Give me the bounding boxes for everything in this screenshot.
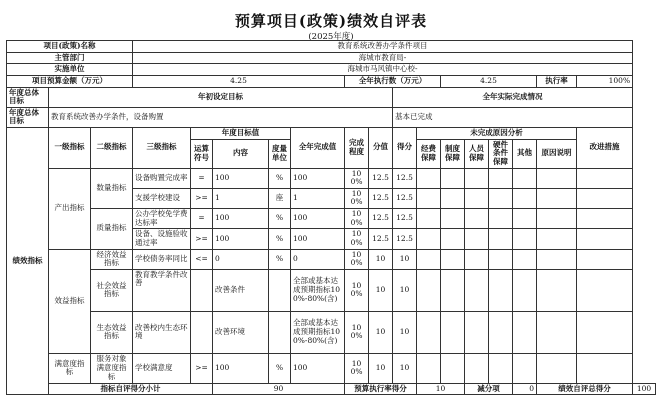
executed-label: 全年执行数（万元） (345, 75, 441, 87)
op-cell: <= (191, 249, 213, 269)
deduct-value: 0 (513, 383, 537, 395)
level3-cell: 学校满意度 (133, 353, 191, 383)
total-value: 100 (633, 383, 656, 395)
annual-cell: 全部或基本达成预期指标100%-80%(含) (291, 311, 345, 353)
footer-row (7, 383, 656, 395)
annual-cell: 1 (291, 188, 345, 208)
col-r6: 原因说明 (537, 139, 577, 168)
col-r4: 硬件条件保障 (489, 139, 513, 168)
level1-benefit: 效益指标 (49, 249, 91, 353)
content-cell: 1 (213, 188, 269, 208)
annual-cell: 100 (291, 168, 345, 188)
budget-value: 4.25 (133, 75, 345, 87)
actual-goal-label: 全年实际完成情况 (393, 87, 633, 107)
table-row (7, 353, 656, 383)
perf-indicator-label: 绩效指标 (7, 128, 49, 395)
degree-cell: 100% (345, 188, 369, 208)
annual-cell: 全部或基本达成预期指标100%-80%(含) (291, 269, 345, 311)
col-reasons: 未完成原因分析 (417, 128, 577, 140)
col-annual: 全年完成值 (291, 128, 345, 169)
evaluation-table (6, 40, 656, 395)
actual-goal-value: 基本已完成 (393, 107, 633, 127)
exec-score-value: 10 (417, 383, 465, 395)
annual-cell: 100 (291, 353, 345, 383)
page-subtitle: (2025年度) (308, 32, 354, 42)
degree-cell: 100% (345, 311, 369, 353)
unit-label: 实施单位 (7, 64, 133, 76)
level1-output: 产出指标 (49, 168, 91, 249)
degree-cell: 100% (345, 229, 369, 249)
col-level3: 三级指标 (133, 128, 191, 169)
col-level2: 二级指标 (91, 128, 133, 169)
goals-content-row (7, 107, 656, 127)
score-cell: 10 (369, 311, 393, 353)
table-row (7, 168, 656, 188)
unit-cell (269, 311, 291, 353)
level3-cell: 改善校内生态环境 (133, 311, 191, 353)
unit-cell: % (269, 353, 291, 383)
level3-cell: 学校债务率同比 (133, 249, 191, 269)
subtotal-value: 90 (213, 383, 345, 395)
col-r1: 经费保障 (417, 139, 441, 168)
level2-eco: 生态效益指标 (91, 311, 133, 353)
col-r5: 其他 (513, 139, 537, 168)
degree-cell: 100% (345, 249, 369, 269)
col-op: 运算符号 (191, 139, 213, 168)
degree-cell: 100% (345, 353, 369, 383)
overall-goal-label-2: 年度总体目标 (7, 107, 49, 127)
op-cell: >= (191, 229, 213, 249)
executed-value: 4.25 (441, 75, 537, 87)
content-cell: 100 (213, 229, 269, 249)
level2-quality: 质量指标 (91, 209, 133, 250)
level2-social: 社会效益指标 (91, 269, 133, 311)
rate-value: 100% (577, 75, 633, 87)
unit-value: 海城市马风镇中心校- (133, 64, 633, 76)
content-cell: 100 (213, 168, 269, 188)
info-row-budget (7, 75, 656, 87)
page-title: 预算项目(政策)绩效自评表 (234, 12, 428, 30)
col-improve: 改进措施 (577, 128, 633, 169)
content-cell: 改善条件 (213, 269, 269, 311)
level3-cell: 公办学校免学费达标率 (133, 209, 191, 229)
level2-economic: 经济效益指标 (91, 249, 133, 269)
project-name-value: 教育系统改善办学条件项目 (133, 41, 633, 53)
project-name-label: 项目(政策)名称 (7, 41, 133, 53)
unit-cell: 座 (269, 188, 291, 208)
budget-label: 项目预算金额（万元） (7, 75, 133, 87)
got-cell: 12.5 (393, 168, 417, 188)
got-cell: 12.5 (393, 209, 417, 229)
score-cell: 12.5 (369, 168, 393, 188)
initial-goal-value: 教育系统改善办学条件，设备购置 (49, 107, 393, 127)
degree-cell: 100% (345, 269, 369, 311)
level3-cell: 教育教学条件改善 (133, 269, 191, 311)
col-content: 内容 (213, 139, 269, 168)
col-r2: 制度保障 (441, 139, 465, 168)
goals-header-row (7, 87, 656, 107)
info-row-dept (7, 52, 656, 64)
score-cell: 10 (369, 353, 393, 383)
level2-quantity: 数量指标 (91, 168, 133, 209)
deduct-label: 减分项 (465, 383, 513, 395)
score-cell: 12.5 (369, 229, 393, 249)
col-target-group: 年度目标值 (191, 128, 291, 140)
op-cell (191, 311, 213, 353)
content-cell: 改善环境 (213, 311, 269, 353)
got-cell: 10 (393, 269, 417, 311)
unit-cell: % (269, 209, 291, 229)
col-degree: 完成程度 (345, 128, 369, 169)
got-cell: 10 (393, 311, 417, 353)
dept-label: 主管部门 (7, 52, 133, 64)
annual-cell: 100 (291, 229, 345, 249)
initial-goal-label: 年初设定目标 (49, 87, 393, 107)
col-got: 得分 (393, 128, 417, 169)
level3-cell: 设备、设施验收通过率 (133, 229, 191, 249)
col-score: 分值 (369, 128, 393, 169)
unit-cell: % (269, 168, 291, 188)
info-row-unit (7, 64, 656, 76)
score-cell: 12.5 (369, 188, 393, 208)
unit-cell (269, 269, 291, 311)
annual-cell: 0 (291, 249, 345, 269)
score-cell: 10 (369, 249, 393, 269)
got-cell: 12.5 (393, 229, 417, 249)
op-cell: >= (191, 353, 213, 383)
op-cell: >= (191, 188, 213, 208)
table-row (7, 249, 656, 269)
degree-cell: 100% (345, 209, 369, 229)
level2-satisfaction: 服务对象满意度指标 (91, 353, 133, 383)
op-cell (191, 269, 213, 311)
col-r3: 人员保障 (465, 139, 489, 168)
level3-cell: 支援学校建设 (133, 188, 191, 208)
annual-cell: 100 (291, 209, 345, 229)
info-row-name (7, 41, 656, 53)
table-row (7, 209, 656, 229)
unit-cell: % (269, 229, 291, 249)
content-cell: 100 (213, 353, 269, 383)
rate-label: 执行率 (537, 75, 577, 87)
dept-value: 海城市教育局- (133, 52, 633, 64)
table-row (7, 311, 656, 353)
content-cell: 100 (213, 209, 269, 229)
score-cell: 12.5 (369, 209, 393, 229)
subtotal-label: 指标自评得分小计 (49, 383, 213, 395)
table-row (7, 269, 656, 311)
level3-cell: 设备购置完成率 (133, 168, 191, 188)
exec-score-label: 预算执行率得分 (345, 383, 417, 395)
total-label: 绩效自评总得分 (537, 383, 633, 395)
op-cell: = (191, 168, 213, 188)
got-cell: 10 (393, 353, 417, 383)
indicator-header-row-1 (7, 128, 656, 140)
degree-cell: 100% (345, 168, 369, 188)
got-cell: 12.5 (393, 188, 417, 208)
op-cell: = (191, 209, 213, 229)
level1-satisfaction: 满意度指标 (49, 353, 91, 383)
got-cell: 10 (393, 249, 417, 269)
overall-goal-label: 年度总体目标 (7, 87, 49, 107)
content-cell: 0 (213, 249, 269, 269)
col-unit: 度量单位 (269, 139, 291, 168)
unit-cell: % (269, 249, 291, 269)
score-cell: 10 (369, 269, 393, 311)
col-level1: 一级指标 (49, 128, 91, 169)
